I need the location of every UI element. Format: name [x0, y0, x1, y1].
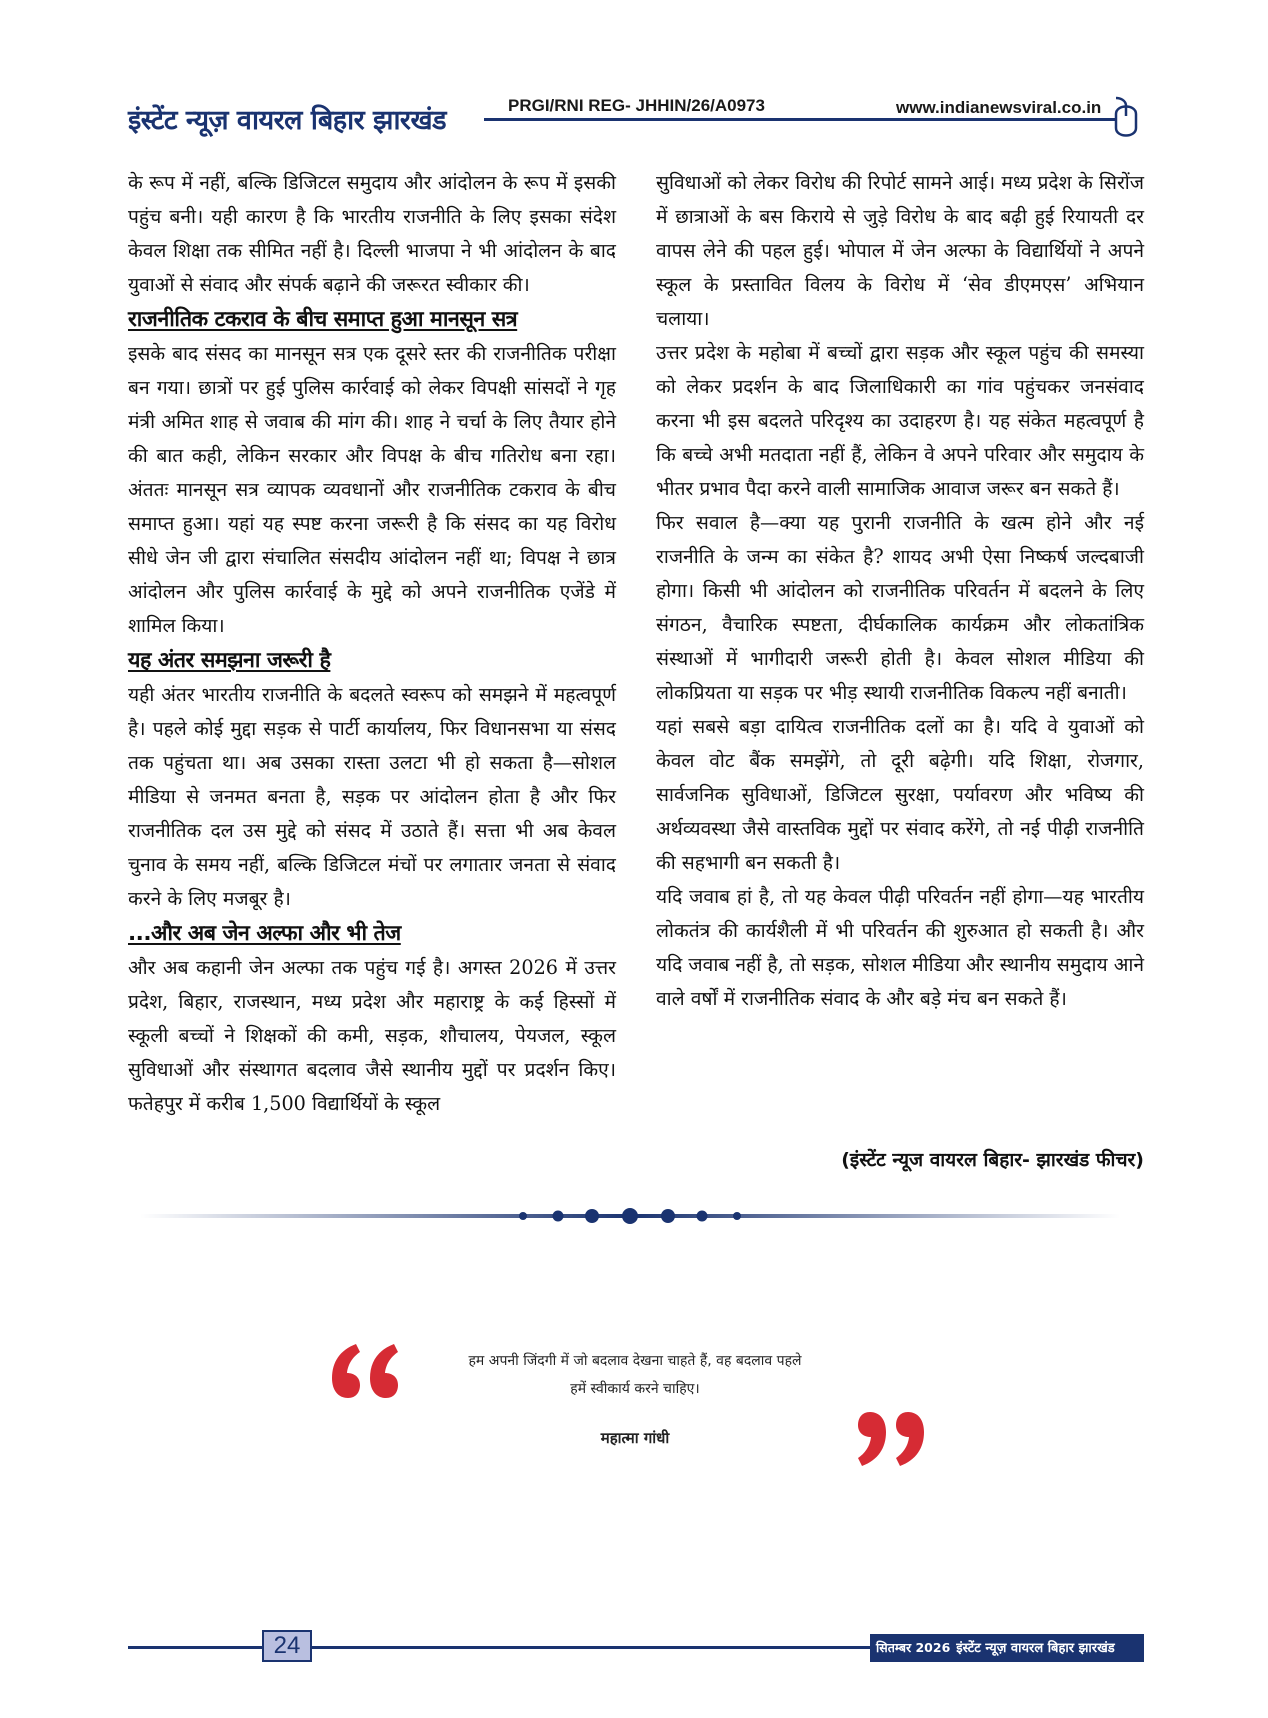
mouse-icon: [1112, 96, 1140, 140]
issue-date: सितम्बर 2026: [876, 1640, 951, 1655]
website-link[interactable]: www.indianewsviral.co.in: [890, 98, 1107, 118]
footer-rule: [312, 1646, 870, 1649]
section-heading: ...और अब जेन अल्फा और भी तेज: [128, 921, 401, 946]
ornamental-divider: [140, 1208, 1120, 1224]
paragraph: यदि जवाब हां है, तो यह केवल पीढ़ी परिवर्तन नहीं होगा—यह भारतीय लोकतंत्र की कार्यशैली में भी परिवर्तन की शुरुआत हो सकती है। और यदि जवाब नहीं है, तो सड़क, सोशल मीडिया और स्थानीय समुदाय आने वाले वर्षों में राजनीतिक संवाद के और बड़े मंच बन सकते हैं।: [656, 885, 1144, 1010]
footer-banner: [870, 1634, 1144, 1662]
paragraph: इसके बाद संसद का मानसून सत्र एक दूसरे स्तर की राजनीतिक परीक्षा बन गया। छात्रों पर हुई पुलिस कार्रवाई को लेकर विपक्षी सांसदों ने गृह मंत्री अमित शाह से जवाब की मांग की। शाह ने चर्चा के लिए तैयार होने की बात कही, लेकिन सरकार और विपक्ष के बीच गतिरोध बना रहा। अंततः मानसून सत्र व्यापक व्यवधानों और राजनीतिक टकराव के बीच समाप्त हुआ। यहां यह स्पष्ट करना जरूरी है कि संसद का यह विरोध सीधे जेन जी द्वारा संचालित संसदीय आंदोलन नहीं था; विपक्ष ने छात्र आंदोलन और पुलिस कार्रवाई के मुद्दे को अपने राजनीतिक एजेंडे में शामिल किया।: [128, 342, 616, 637]
header-rule: [484, 118, 1124, 121]
left-column: [128, 166, 616, 1121]
article-credit: (इंस्टेंट न्यूज वायरल बिहार- झारखंड फीचर): [841, 1149, 1144, 1171]
close-quote-icon: [856, 1408, 930, 1470]
paragraph: उत्तर प्रदेश के महोबा में बच्चों द्वारा सड़क और स्कूल पहुंच की समस्या को लेकर प्रदर्शन के बाद जिलाधिकारी का गांव पहुंचकर जनसंवाद करना भी इस बदलते परिदृश्य का उदाहरण है। यह संकेत महत्वपूर्ण है कि बच्चे अभी मतदाता नहीं हैं, लेकिन वे अपने परिवार और समुदाय के भीतर प्रभाव पैदा करने वाली सामाजिक आवाज जरूर बन सकते हैं।: [656, 341, 1144, 500]
section-heading: यह अंतर समझना जरूरी है: [128, 648, 331, 673]
footer-rule: [128, 1646, 262, 1649]
paragraph: फिर सवाल है—क्या यह पुरानी राजनीति के खत्म होने और नई राजनीति के जन्म का संकेत है? शायद अभी ऐसा निष्कर्ष जल्दबाजी होगा। किसी भी आंदोलन को राजनीतिक परिवर्तन में बदलने के लिए संगठन, वैचारिक स्पष्टता, दीर्घकालिक कार्यक्रम और लोकतांत्रिक संस्थाओं में भागीदारी जरूरी होती है। केवल सोशल मीडिया की लोकप्रियता या सड़क पर भीड़ स्थायी राजनीतिक विकल्प नहीं बनाती।: [656, 511, 1144, 704]
quote-author: महात्मा गांधी: [600, 1429, 670, 1447]
paragraph: सुविधाओं को लेकर विरोध की रिपोर्ट सामने आई। मध्य प्रदेश के सिरोंज में छात्राओं के बस किराये से जुड़े विरोध के बाद बढ़ी हुई रियायती दर वापस लेने की पहल हुई। भोपाल में जेन अल्फा के विद्यार्थियों ने अपने स्कूल के प्रस्तावित विलय के विरोध में ‘सेव डीएमएस’ अभियान चलाया।: [656, 171, 1144, 330]
quote-line: हम अपनी जिंदगी में जो बदलाव देखना चाहते हैं, वह बदलाव पहले: [468, 1353, 802, 1369]
registration-number: PRGI/RNI REG- JHHIN/26/A0973: [500, 96, 773, 116]
open-quote-icon: [326, 1340, 400, 1402]
paragraph: यहां सबसे बड़ा दायित्व राजनीतिक दलों का है। यदि वे युवाओं को केवल वोट बैंक समझेंगे, तो दूरी बढ़ेगी। यदि शिक्षा, रोजगार, सार्वजनिक सुविधाओं, डिजिटल सुरक्षा, पर्यावरण और भविष्य की अर्थव्यवस्था जैसे वास्तविक मुद्दों पर संवाद करेंगे, तो नई पीढ़ी राजनीति की सहभागी बन सकती है।: [656, 715, 1144, 874]
quote-line: हमें स्वीकार्य करने चाहिए।: [570, 1381, 700, 1397]
publication-title: इंस्टेंट न्यूज़ वायरल बिहार झारखंड: [128, 105, 447, 136]
footer-publication-name: इंस्टेंट न्यूज़ वायरल बिहार झारखंड: [956, 1641, 1115, 1656]
page-number: 24: [262, 1630, 312, 1662]
quote-text: [410, 1347, 860, 1403]
paragraph: के रूप में नहीं, बल्कि डिजिटल समुदाय और आंदोलन के रूप में इसकी पहुंच बनी। यही कारण है कि भारतीय राजनीति के लिए इसका संदेश केवल शिक्षा तक सीमित नहीं है। दिल्ली भाजपा ने भी आंदोलन के बाद युवाओं से संवाद और संपर्क बढ़ाने की जरूरत स्वीकार की।: [128, 171, 616, 296]
paragraph: और अब कहानी जेन अल्फा तक पहुंच गई है। अगस्त 2026 में उत्तर प्रदेश, बिहार, राजस्थान, मध्य प्रदेश और महाराष्ट्र के कई हिस्सों में स्कूली बच्चों ने शिक्षकों की कमी, सड़क, शौचालय, पेयजल, स्कूल सुविधाओं और संस्थागत बदलाव जैसे स्थानीय मुद्दों पर प्रदर्शन किए। फतेहपुर में करीब 1,500 विद्यार्थियों के स्कूल: [128, 956, 616, 1115]
right-column: [656, 166, 1144, 1016]
paragraph: यही अंतर भारतीय राजनीति के बदलते स्वरूप को समझने में महत्वपूर्ण है। पहले कोई मुद्दा सड़क से पार्टी कार्यालय, फिर विधानसभा या संसद तक पहुंचता था। अब उसका रास्ता उलटा भी हो सकता है—सोशल मीडिया से जनमत बनता है, सड़क पर आंदोलन होता है और फिर राजनीतिक दल उस मुद्दे को संसद में उठाते हैं। सत्ता भी अब केवल चुनाव के समय नहीं, बल्कि डिजिटल मंचों पर लगातार जनता से संवाद करने के लिए मजबूर है।: [128, 683, 616, 910]
page-header: [0, 96, 1268, 156]
section-heading: राजनीतिक टकराव के बीच समाप्त हुआ मानसून सत्र: [128, 307, 518, 332]
